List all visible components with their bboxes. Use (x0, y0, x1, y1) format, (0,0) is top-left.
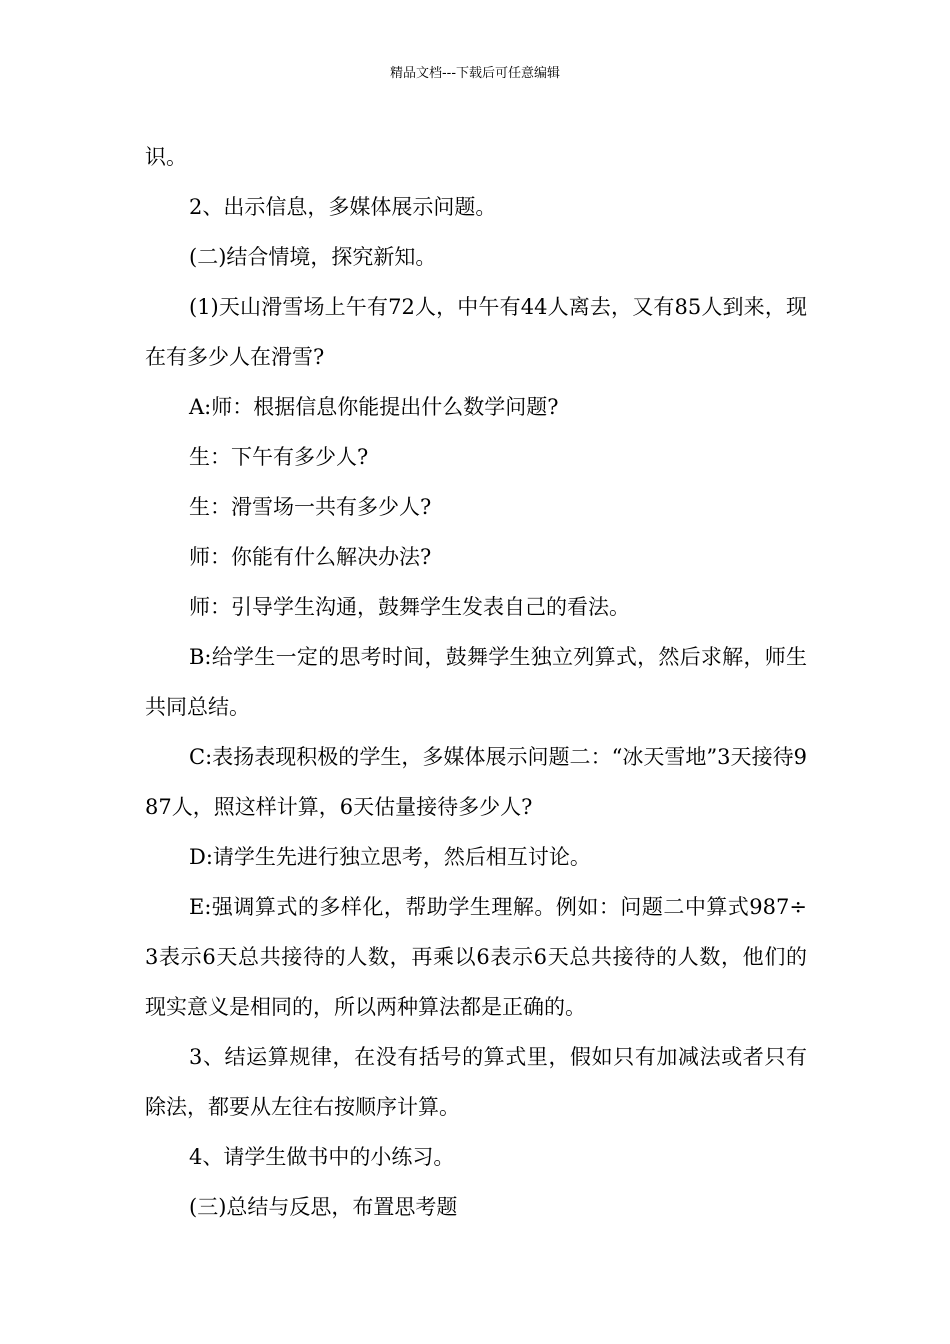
paragraph-step-4: 4、请学生做书中的小练习。 (189, 1145, 455, 1169)
document-body (145, 132, 807, 1232)
paragraph-c: C:表扬表现积极的学生，多媒体展示问题二：“冰天雪地”3天接待987人，照这样计算，6天估量接待多少人? (145, 745, 807, 819)
section-heading-3: (三)总结与反思，布置思考题 (189, 1195, 458, 1219)
paragraph-student-1: 生：下午有多少人? (189, 445, 369, 469)
paragraph-step-3: 3、结运算规律，在没有括号的算式里，假如只有加减法或者只有除法，都要从左往右按顺序计算。 (145, 1045, 807, 1119)
paragraph-step-2: 2、出示信息，多媒体展示问题。 (189, 195, 497, 219)
paragraph-b: B:给学生一定的思考时间，鼓舞学生独立列算式，然后求解，师生共同总结。 (145, 645, 807, 719)
paragraph-a: A:师：根据信息你能提出什么数学问题? (189, 395, 559, 419)
paragraph-problem-1: (1)天山滑雪场上午有72人，中午有44人离去，又有85人到来，现在有多少人在滑雪? (145, 295, 807, 369)
paragraph-student-2: 生：滑雪场一共有多少人? (189, 495, 432, 519)
paragraph-d: D:请学生先进行独立思考，然后相互讨论。 (189, 845, 591, 869)
paragraph-continuation: 识。 (145, 145, 187, 169)
section-heading-2: (二)结合情境，探究新知。 (189, 245, 437, 269)
paragraph-e: E:强调算式的多样化，帮助学生理解。例如：问题二中算式987÷3表示6天总共接待的人数，再乘以6表示6天总共接待的人数，他们的现实意义是相同的，所以两种算法都是正确的。 (145, 895, 807, 1019)
page-header: 精品文档---下载后可任意编辑 (389, 66, 561, 81)
paragraph-teacher-2: 师：引导学生沟通，鼓舞学生发表自己的看法。 (189, 595, 630, 619)
paragraph-teacher-1: 师：你能有什么解决办法? (189, 545, 432, 569)
